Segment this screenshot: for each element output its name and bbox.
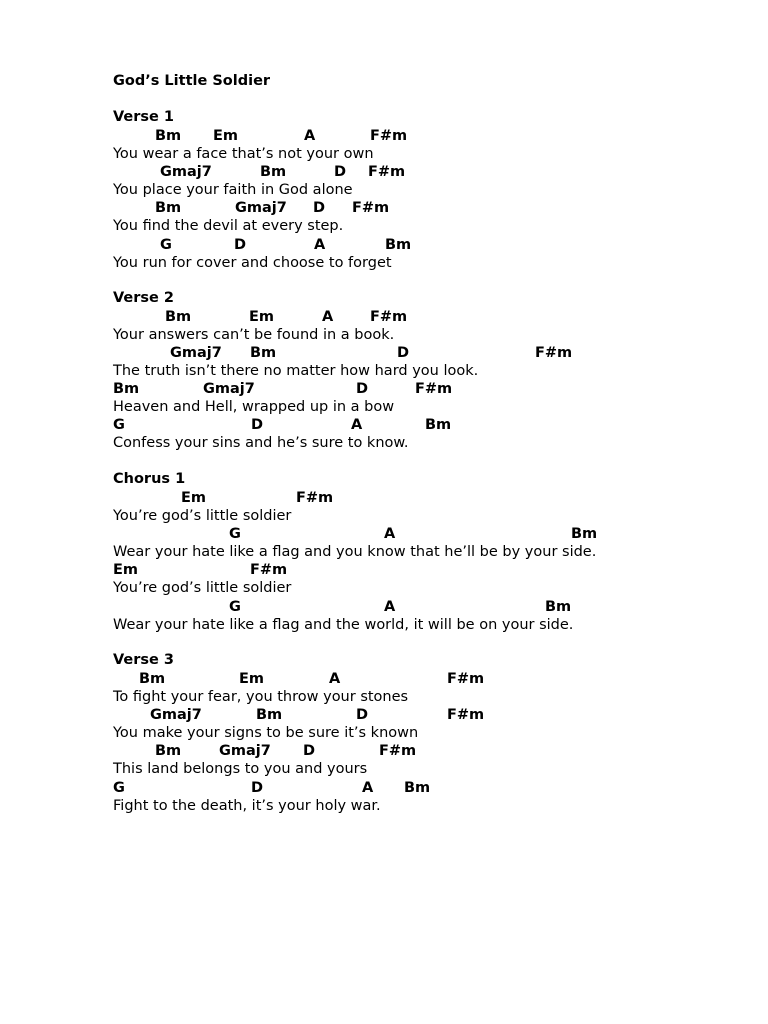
chord: Bm xyxy=(256,707,283,723)
chord: D xyxy=(356,381,369,397)
chord-line xyxy=(0,598,768,616)
section-heading-line xyxy=(0,470,768,488)
chord-line xyxy=(0,308,768,326)
chord: D xyxy=(397,345,410,361)
chord: G xyxy=(160,237,172,253)
lyric-line xyxy=(0,760,768,778)
chord: Bm xyxy=(425,417,452,433)
chord: G xyxy=(113,780,125,796)
song-title-line xyxy=(0,72,768,90)
chord: Bm xyxy=(385,237,412,253)
chord-line xyxy=(0,525,768,543)
chord: Bm xyxy=(545,599,572,615)
chord: Gmaj7 xyxy=(160,164,212,180)
lyric-line xyxy=(0,326,768,344)
chord: F#m xyxy=(352,200,390,216)
lyric-text: This land belongs to you and yours xyxy=(113,761,368,777)
lyric-line xyxy=(0,616,768,634)
section-heading: Verse 1 xyxy=(113,109,175,125)
song-title: God’s Little Soldier xyxy=(113,73,271,89)
chord-line xyxy=(0,199,768,217)
lyric-text: You place your faith in God alone xyxy=(113,182,353,198)
chord: F#m xyxy=(447,671,485,687)
chord: D xyxy=(303,743,316,759)
chord: Bm xyxy=(139,671,166,687)
chord: A xyxy=(351,417,363,433)
lyric-text: The truth isn’t there no matter how hard you look. xyxy=(113,363,479,379)
chord-line xyxy=(0,344,768,362)
chord: Bm xyxy=(165,309,192,325)
chord-line xyxy=(0,380,768,398)
lyric-line xyxy=(0,797,768,815)
chord: Bm xyxy=(155,128,182,144)
lyric-line xyxy=(0,362,768,380)
chord-line xyxy=(0,561,768,579)
chord: Bm xyxy=(404,780,431,796)
chord: A xyxy=(384,599,396,615)
chord: F#m xyxy=(296,490,334,506)
chord-line xyxy=(0,742,768,760)
chord: Bm xyxy=(113,381,140,397)
lyric-line xyxy=(0,398,768,416)
lyric-text: Heaven and Hell, wrapped up in a bow xyxy=(113,399,395,415)
lyric-text: You run for cover and choose to forget xyxy=(113,255,392,271)
chord: Gmaj7 xyxy=(170,345,222,361)
chord-line xyxy=(0,706,768,724)
lyric-text: Confess your sins and he’s sure to know. xyxy=(113,435,409,451)
section-heading: Verse 3 xyxy=(113,652,175,668)
lyric-line xyxy=(0,254,768,272)
chord: G xyxy=(113,417,125,433)
chord: Em xyxy=(239,671,265,687)
chord: A xyxy=(329,671,341,687)
section-heading-line xyxy=(0,108,768,126)
lyric-text: You wear a face that’s not your own xyxy=(113,146,374,162)
chord: Em xyxy=(213,128,239,144)
chord-line xyxy=(0,779,768,797)
chord: F#m xyxy=(535,345,573,361)
chord: A xyxy=(314,237,326,253)
chord: D xyxy=(334,164,347,180)
chord: A xyxy=(322,309,334,325)
chord-line xyxy=(0,236,768,254)
chord: Bm xyxy=(571,526,598,542)
chord: Gmaj7 xyxy=(150,707,202,723)
chord: F#m xyxy=(379,743,417,759)
chord: Em xyxy=(249,309,275,325)
lyric-line xyxy=(0,688,768,706)
chord-line xyxy=(0,670,768,688)
lyric-text: You’re god’s little soldier xyxy=(113,508,292,524)
lyric-line xyxy=(0,507,768,525)
chord: F#m xyxy=(447,707,485,723)
chord: Bm xyxy=(260,164,287,180)
chord: F#m xyxy=(370,128,408,144)
chord: G xyxy=(229,599,241,615)
lyric-line xyxy=(0,434,768,452)
lyric-line xyxy=(0,145,768,163)
chord: Em xyxy=(181,490,207,506)
chord: D xyxy=(234,237,247,253)
lyric-text: Fight to the death, it’s your holy war. xyxy=(113,798,381,814)
chord: D xyxy=(356,707,369,723)
chord-line xyxy=(0,163,768,181)
chord: Bm xyxy=(250,345,277,361)
lyric-text: You’re god’s little soldier xyxy=(113,580,292,596)
section-heading: Chorus 1 xyxy=(113,471,186,487)
chord: F#m xyxy=(368,164,406,180)
lyric-line xyxy=(0,579,768,597)
chord: A xyxy=(384,526,396,542)
lyric-line xyxy=(0,543,768,561)
section-heading-line xyxy=(0,651,768,669)
lyric-line xyxy=(0,217,768,235)
chord: Em xyxy=(113,562,139,578)
chord: D xyxy=(313,200,326,216)
chord-line xyxy=(0,489,768,507)
lyric-text: You make your signs to be sure it’s known xyxy=(113,725,419,741)
lyric-line xyxy=(0,724,768,742)
chord: Gmaj7 xyxy=(219,743,271,759)
lyric-text: You find the devil at every step. xyxy=(113,218,344,234)
section-heading: Verse 2 xyxy=(113,290,175,306)
chord: Bm xyxy=(155,200,182,216)
lyric-text: Wear your hate like a flag and the world, it will be on your side. xyxy=(113,617,574,633)
lyric-text: Wear your hate like a flag and you know that he’ll be by your side. xyxy=(113,544,597,560)
chord: Gmaj7 xyxy=(235,200,287,216)
section-heading-line xyxy=(0,289,768,307)
chord: F#m xyxy=(370,309,408,325)
lyric-text: Your answers can’t be found in a book. xyxy=(113,327,395,343)
lyric-line xyxy=(0,181,768,199)
lyric-text: To fight your fear, you throw your stones xyxy=(113,689,409,705)
chord: F#m xyxy=(415,381,453,397)
chord-line xyxy=(0,416,768,434)
chord: G xyxy=(229,526,241,542)
chord: D xyxy=(251,780,264,796)
chord-line xyxy=(0,127,768,145)
chord: A xyxy=(362,780,374,796)
chord: A xyxy=(304,128,316,144)
chord: F#m xyxy=(250,562,288,578)
chord: Bm xyxy=(155,743,182,759)
chord: D xyxy=(251,417,264,433)
chord: Gmaj7 xyxy=(203,381,255,397)
